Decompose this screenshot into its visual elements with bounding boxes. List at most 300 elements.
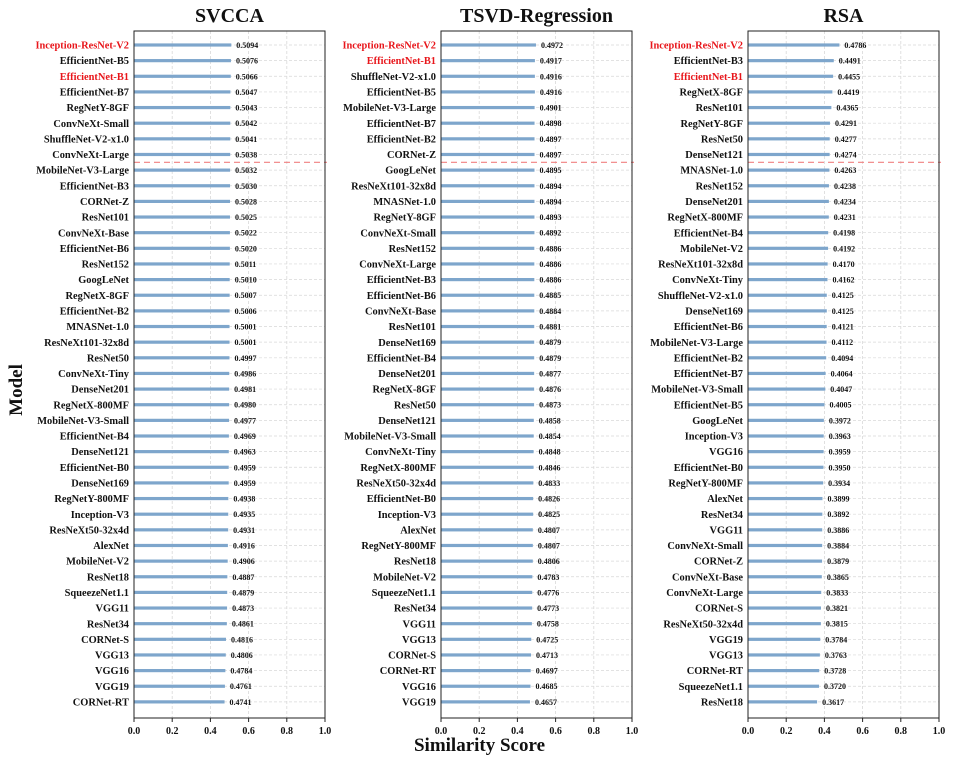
rsa-value-label: 0.4231	[833, 213, 856, 223]
rsa-value-label: 0.4238	[833, 181, 856, 191]
tsvd-regression-category-label: CORNet-RT	[379, 666, 436, 678]
rsa-category-label: ResNet34	[700, 509, 743, 521]
rsa-category-label: DenseNet169	[685, 306, 743, 318]
svcca-category-label: ConvNeXt-Tiny	[58, 369, 129, 381]
tsvd-regression-bar-resnet18	[441, 560, 533, 563]
tsvd-regression-value-label: 0.4833	[538, 478, 561, 488]
tsvd-regression-bar-vgg16	[441, 685, 530, 688]
tsvd-regression-bar-regnetx-800mf	[441, 466, 534, 469]
svcca-bar-convnext-small	[134, 122, 230, 125]
rsa-xtick-label: 0.4	[818, 726, 831, 737]
tsvd-regression-bar-mnasnet-1-0	[441, 200, 534, 203]
svcca-category-label: DenseNet169	[71, 478, 129, 490]
tsvd-regression-category-label: SqueezeNet1.1	[371, 588, 436, 599]
tsvd-regression-category-label: MobileNet-V3-Small	[344, 431, 436, 443]
tsvd-regression-value-label: 0.4972	[540, 41, 563, 50]
y-axis-label	[4, 320, 30, 460]
tsvd-regression-value-label: 0.4892	[539, 228, 562, 238]
rsa-category-label: AlexNet	[707, 494, 743, 506]
svcca-bar-cornet-s	[134, 638, 226, 641]
tsvd-regression-category-label: ResNeXt50-32x4d	[356, 478, 436, 490]
rsa-category-label: RegNetX-8GF	[679, 87, 743, 99]
svcca-bar-densenet201	[134, 387, 229, 390]
tsvd-regression-category-label: ResNet152	[388, 243, 436, 255]
svcca-category-label: ResNeXt50-32x4d	[49, 525, 129, 537]
rsa-bar-cornet-z	[748, 560, 822, 563]
svcca-value-label: 0.4959	[233, 478, 256, 488]
svcca-value-label: 0.4981	[234, 385, 257, 395]
tsvd-regression-category-label: Inception-V3	[377, 509, 436, 521]
svcca-bar-inception-v3	[134, 513, 228, 516]
svcca-category-label: CORNet-RT	[72, 697, 129, 709]
tsvd-regression-value-label: 0.4901	[539, 103, 562, 113]
svcca-title: SVCCA	[195, 5, 264, 27]
svcca-value-label: 0.5032	[235, 166, 258, 176]
tsvd-regression-bar-efficientnet-b2	[441, 137, 535, 140]
svcca-category-label: EfficientNet-B5	[59, 56, 129, 68]
tsvd-regression-value-label: 0.4897	[539, 150, 562, 160]
rsa-bar-densenet121	[748, 153, 830, 156]
svcca-category-label: CORNet-Z	[79, 197, 129, 208]
tsvd-regression-category-label: ConvNeXt-Base	[365, 306, 436, 318]
tsvd-regression-bar-regnety-800mf	[441, 544, 533, 547]
tsvd-regression-bar-densenet201	[441, 372, 534, 375]
rsa-value-label: 0.3821	[825, 604, 848, 614]
svcca-bar-shufflenet-v2-x1-0	[134, 137, 230, 140]
rsa-category-label: RegNetX-800MF	[667, 212, 743, 224]
tsvd-regression-xtick-label: 0.8	[587, 726, 601, 737]
rsa-value-label: 0.3763	[824, 650, 847, 660]
tsvd-regression-bar-vgg11	[441, 622, 532, 625]
tsvd-regression-bar-efficientnet-b7	[441, 122, 535, 125]
svcca-category-label: ConvNeXt-Small	[53, 118, 129, 130]
svcca-bar-inception-resnet-v2	[134, 43, 231, 46]
tsvd-regression-bar-densenet169	[441, 341, 534, 344]
tsvd-regression-bar-squeezenet1-1	[441, 591, 532, 594]
rsa-category-label: VGG11	[709, 525, 743, 537]
rsa-bar-squeezenet1-1	[748, 685, 819, 688]
rsa-value-label: 0.3728	[824, 666, 847, 676]
rsa-value-label: 0.4277	[834, 134, 857, 144]
svcca-value-label: 0.4761	[229, 682, 252, 692]
svcca-category-label: ResNet34	[86, 619, 129, 631]
svcca-category-label: MobileNet-V3-Small	[37, 415, 129, 427]
svcca-value-label: 0.4861	[231, 619, 254, 629]
svcca-bar-alexnet	[134, 544, 228, 547]
svcca-value-label: 0.4969	[233, 432, 256, 441]
rsa-value-label: 0.4094	[831, 353, 854, 363]
rsa-category-label: ConvNeXt-Large	[666, 588, 743, 599]
tsvd-regression-value-label: 0.4858	[538, 416, 561, 426]
svcca-category-label: ConvNeXt-Base	[58, 228, 129, 240]
tsvd-regression-bar-resnext101-32x8d	[441, 184, 534, 187]
rsa-value-label: 0.3886	[827, 525, 850, 535]
rsa-category-label: EfficientNet-B5	[673, 400, 743, 412]
tsvd-regression-category-label: EfficientNet-B1	[366, 56, 436, 68]
svcca-bar-googlenet	[134, 278, 230, 281]
rsa-bar-resnet50	[748, 137, 830, 140]
rsa-value-label: 0.4263	[834, 166, 857, 176]
tsvd-regression-value-label: 0.4773	[537, 604, 560, 614]
rsa-category-label: ResNet18	[700, 697, 743, 709]
svcca-value-label: 0.4906	[232, 557, 255, 567]
rsa-category-label: VGG16	[708, 447, 743, 459]
rsa-bar-resnet152	[748, 184, 829, 187]
svcca-value-label: 0.4980	[234, 400, 257, 410]
rsa-bar-vgg19	[748, 638, 820, 641]
rsa-bar-inception-resnet-v2	[748, 43, 839, 46]
svcca-bar-convnext-large	[134, 153, 230, 156]
svcca-bar-efficientnet-b0	[134, 466, 229, 469]
tsvd-regression-category-label: ConvNeXt-Tiny	[365, 447, 436, 459]
rsa-title: RSA	[823, 5, 864, 27]
tsvd-regression-value-label: 0.4916	[539, 87, 562, 97]
svcca-bar-resnet152	[134, 262, 230, 265]
tsvd-regression-bar-alexnet	[441, 528, 533, 531]
rsa-bar-efficientnet-b0	[748, 466, 823, 469]
rsa-xtick-label: 0.6	[856, 726, 869, 737]
svcca-category-label: Inception-V3	[70, 509, 129, 521]
tsvd-regression-category-label: VGG16	[401, 681, 436, 693]
svcca-value-label: 0.5020	[234, 244, 257, 254]
svcca-bar-resnext50-32x4d	[134, 528, 228, 531]
rsa-bar-densenet201	[748, 200, 829, 203]
rsa-category-label: EfficientNet-B4	[673, 228, 743, 240]
tsvd-regression-category-label: CORNet-S	[388, 650, 436, 662]
rsa-value-label: 0.3950	[828, 463, 851, 473]
tsvd-regression-bar-efficientnet-b4	[441, 356, 534, 359]
svcca-value-label: 0.5030	[235, 181, 258, 191]
rsa-category-label: ConvNeXt-Tiny	[672, 275, 743, 287]
rsa-bar-vgg13	[748, 653, 820, 656]
rsa-value-label: 0.4192	[833, 244, 856, 254]
rsa-category-label: DenseNet201	[685, 197, 743, 208]
tsvd-regression-category-label: RegNetY-8GF	[373, 212, 436, 224]
rsa-category-label: ShuffleNet-V2-x1.0	[657, 290, 743, 302]
svcca-value-label: 0.5042	[235, 119, 258, 129]
rsa-value-label: 0.4125	[831, 306, 854, 316]
svcca-category-label: MobileNet-V2	[66, 556, 129, 568]
rsa-category-label: MobileNet-V2	[680, 243, 743, 255]
rsa-bar-inception-v3	[748, 434, 824, 437]
svcca-category-label: ResNet18	[86, 572, 129, 584]
tsvd-regression-value-label: 0.4881	[539, 322, 562, 332]
tsvd-regression-value-label: 0.4886	[539, 275, 562, 285]
svcca-category-label: ConvNeXt-Large	[52, 150, 129, 162]
rsa-bar-regnetx-8gf	[748, 90, 832, 93]
rsa-value-label: 0.4047	[830, 385, 853, 395]
rsa-value-label: 0.3617	[822, 697, 845, 707]
tsvd-regression-category-label: AlexNet	[400, 525, 436, 537]
svcca-category-label: RegNetX-8GF	[65, 290, 129, 302]
svcca-bar-efficientnet-b3	[134, 184, 230, 187]
svcca-value-label: 0.5066	[235, 72, 258, 82]
svcca-value-label: 0.5047	[235, 87, 258, 97]
svcca-value-label: 0.4741	[229, 697, 252, 707]
svcca-category-label: EfficientNet-B7	[59, 87, 129, 99]
svcca-category-label: ResNet50	[86, 353, 129, 365]
rsa-bar-efficientnet-b7	[748, 372, 826, 375]
tsvd-regression-value-label: 0.4916	[539, 72, 562, 82]
svcca-value-label: 0.4784	[230, 666, 253, 676]
svcca-value-label: 0.5001	[234, 338, 257, 348]
tsvd-regression-value-label: 0.4895	[539, 166, 562, 176]
svcca-value-label: 0.5043	[235, 103, 258, 113]
rsa-value-label: 0.4274	[834, 150, 857, 160]
svcca-category-label: VGG13	[94, 650, 129, 662]
y-axis-label-text: Model	[6, 364, 27, 416]
tsvd-regression-category-label: Inception-ResNet-V2	[342, 40, 436, 52]
rsa-xtick-label: 0.0	[741, 726, 755, 737]
rsa-value-label: 0.3833	[826, 588, 849, 598]
tsvd-regression-bar-efficientnet-b5	[441, 90, 535, 93]
x-axis-label: Similarity Score	[413, 735, 546, 756]
svcca-category-label: RegNetY-8GF	[66, 103, 129, 115]
tsvd-regression-category-label: MNASNet-1.0	[373, 197, 436, 208]
svcca-bar-resnet18	[134, 575, 227, 578]
svcca-xtick-label: 0.2	[165, 726, 179, 737]
tsvd-regression-value-label: 0.4893	[539, 213, 562, 223]
tsvd-regression-value-label: 0.4776	[537, 588, 560, 598]
rsa-value-label: 0.4162	[832, 275, 855, 285]
tsvd-regression-title: TSVD-Regression	[460, 5, 613, 27]
tsvd-regression-bar-resnet50	[441, 403, 534, 406]
tsvd-regression-bar-resnet34	[441, 606, 532, 609]
svcca-bar-densenet169	[134, 481, 229, 484]
rsa-category-label: ResNet50	[700, 134, 743, 146]
tsvd-regression-value-label: 0.4885	[539, 291, 562, 301]
rsa-bar-convnext-small	[748, 544, 822, 547]
tsvd-regression-xtick-label: 0.2	[472, 726, 486, 737]
rsa-xtick-label: 0.2	[779, 726, 793, 737]
rsa-category-label: DenseNet121	[685, 150, 743, 162]
svcca-bar-mobilenet-v3-large	[134, 169, 230, 172]
svcca-bar-mobilenet-v3-small	[134, 419, 229, 422]
rsa-bar-resnet18	[748, 700, 817, 703]
tsvd-regression-value-label: 0.4657	[534, 697, 557, 707]
svcca-bar-efficientnet-b5	[134, 59, 231, 62]
svcca-bar-cornet-z	[134, 200, 230, 203]
svcca-category-label: CORNet-S	[81, 634, 129, 646]
rsa-category-label: EfficientNet-B7	[673, 369, 743, 381]
rsa-category-label: RegNetY-800MF	[668, 478, 743, 490]
tsvd-regression-value-label: 0.4854	[538, 432, 561, 441]
tsvd-regression-bar-convnext-small	[441, 231, 534, 234]
tsvd-regression-category-label: VGG11	[402, 619, 436, 631]
tsvd-regression-bar-efficientnet-b3	[441, 278, 534, 281]
svcca-value-label: 0.4873	[232, 604, 255, 614]
tsvd-regression-bar-regnetx-8gf	[441, 387, 534, 390]
tsvd-regression-value-label: 0.4807	[537, 541, 560, 551]
rsa-category-label: SqueezeNet1.1	[678, 681, 743, 693]
rsa-value-label: 0.4291	[834, 119, 857, 129]
rsa-bar-cornet-rt	[748, 669, 819, 672]
tsvd-regression-value-label: 0.4897	[539, 134, 562, 144]
rsa-category-label: EfficientNet-B3	[673, 56, 743, 68]
svcca-bar-mnasnet-1-0	[134, 325, 230, 328]
tsvd-regression-category-label: EfficientNet-B0	[366, 494, 436, 506]
svcca-bar-resnet50	[134, 356, 229, 359]
svcca-category-label: SqueezeNet1.1	[64, 588, 129, 599]
tsvd-regression-value-label: 0.4894	[539, 181, 562, 191]
tsvd-regression-value-label: 0.4886	[539, 244, 562, 254]
svcca-value-label: 0.5094	[236, 41, 259, 50]
rsa-value-label: 0.4455	[838, 72, 861, 82]
svcca-value-label: 0.5007	[234, 291, 257, 301]
tsvd-regression-value-label: 0.4894	[539, 197, 562, 207]
tsvd-regression-category-label: DenseNet169	[378, 337, 436, 349]
svcca-category-label: MobileNet-V3-Large	[36, 165, 129, 177]
rsa-category-label: CORNet-S	[695, 603, 743, 615]
tsvd-regression-category-label: EfficientNet-B5	[366, 87, 436, 99]
tsvd-regression-value-label: 0.4884	[539, 306, 562, 316]
svcca-bar-efficientnet-b2	[134, 309, 230, 312]
tsvd-regression-value-label: 0.4725	[536, 635, 559, 645]
tsvd-regression-value-label: 0.4825	[538, 510, 561, 520]
tsvd-regression-category-label: EfficientNet-B2	[366, 134, 436, 146]
svcca-value-label: 0.5028	[235, 197, 258, 207]
rsa-category-label: Inception-ResNet-V2	[649, 40, 743, 52]
rsa-bar-resnext50-32x4d	[748, 622, 821, 625]
rsa-category-label: EfficientNet-B1	[673, 71, 743, 83]
svcca-bar-squeezenet1-1	[134, 591, 227, 594]
tsvd-regression-category-label: ConvNeXt-Small	[360, 228, 436, 240]
tsvd-regression-bar-resnet152	[441, 247, 534, 250]
rsa-value-label: 0.4786	[844, 41, 867, 50]
tsvd-regression-category-label: MobileNet-V3-Large	[343, 103, 436, 115]
rsa-bar-regnety-800mf	[748, 481, 823, 484]
svcca-category-label: EfficientNet-B1	[59, 71, 129, 83]
rsa-bar-regnetx-800mf	[748, 215, 829, 218]
rsa-bar-mobilenet-v2	[748, 247, 828, 250]
svcca-category-label: VGG16	[94, 666, 129, 678]
svcca-xtick-label: 0.4	[204, 726, 217, 737]
svcca-bar-regnety-8gf	[134, 106, 230, 109]
tsvd-regression-value-label: 0.4697	[535, 666, 558, 676]
tsvd-regression-bar-inception-resnet-v2	[441, 43, 536, 46]
svcca-value-label: 0.5006	[234, 306, 257, 316]
svcca-category-label: EfficientNet-B0	[59, 462, 129, 474]
rsa-value-label: 0.3815	[825, 619, 848, 629]
tsvd-regression-value-label: 0.4848	[538, 447, 561, 457]
tsvd-regression-value-label: 0.4758	[536, 619, 559, 629]
rsa-value-label: 0.3899	[827, 494, 850, 504]
svcca-xtick-label: 0.0	[127, 726, 141, 737]
tsvd-regression-value-label: 0.4826	[538, 494, 561, 504]
rsa-value-label: 0.3884	[827, 541, 850, 551]
tsvd-regression-category-label: ResNeXt101-32x8d	[351, 181, 436, 193]
tsvd-regression-xtick-label: 0.6	[549, 726, 562, 737]
tsvd-regression-category-label: EfficientNet-B3	[366, 275, 436, 287]
rsa-category-label: MNASNet-1.0	[680, 165, 743, 177]
svcca-bar-regnetx-8gf	[134, 294, 230, 297]
svcca-bar-efficientnet-b1	[134, 75, 231, 78]
rsa-category-label: VGG13	[708, 650, 743, 662]
rsa-value-label: 0.4121	[831, 322, 854, 332]
svcca-bar-densenet121	[134, 450, 229, 453]
rsa-category-label: CORNet-RT	[686, 666, 743, 678]
rsa-category-label: GoogLeNet	[692, 415, 743, 427]
svcca-category-label: DenseNet121	[71, 447, 129, 459]
svcca-category-label: EfficientNet-B2	[59, 306, 129, 318]
tsvd-regression-value-label: 0.4879	[539, 338, 562, 348]
tsvd-regression-xtick-label: 0.0	[434, 726, 448, 737]
tsvd-regression-category-label: ResNet50	[393, 400, 436, 412]
rsa-value-label: 0.4419	[837, 87, 860, 97]
rsa-category-label: EfficientNet-B6	[673, 322, 743, 334]
svcca-bar-regnetx-800mf	[134, 403, 229, 406]
svcca-bar-cornet-rt	[134, 700, 225, 703]
svcca-bar-mobilenet-v2	[134, 560, 228, 563]
tsvd-regression-bar-vgg13	[441, 638, 531, 641]
rsa-category-label: CORNet-Z	[693, 556, 743, 568]
svcca-value-label: 0.4959	[233, 463, 256, 473]
tsvd-regression-category-label: VGG13	[401, 634, 436, 646]
tsvd-regression-category-label: GoogLeNet	[385, 165, 436, 177]
svcca-bar-vgg16	[134, 669, 225, 672]
tsvd-regression-bar-efficientnet-b0	[441, 497, 533, 500]
rsa-value-label: 0.3865	[826, 572, 849, 582]
svcca-value-label: 0.4997	[234, 353, 257, 363]
rsa-bar-convnext-tiny	[748, 278, 827, 281]
tsvd-regression-value-label: 0.4685	[535, 682, 558, 692]
tsvd-regression-value-label: 0.4807	[537, 525, 560, 535]
svcca-bar-resnext101-32x8d	[134, 341, 230, 344]
tsvd-regression-bar-regnety-8gf	[441, 215, 534, 218]
rsa-value-label: 0.4170	[832, 259, 855, 269]
tsvd-regression-category-label: ShuffleNet-V2-x1.0	[350, 71, 436, 83]
svcca-bar-efficientnet-b4	[134, 434, 229, 437]
tsvd-regression-category-label: RegNetX-8GF	[372, 384, 436, 396]
svcca-bar-vgg13	[134, 653, 226, 656]
svcca-value-label: 0.5010	[234, 275, 257, 285]
svcca-category-label: ShuffleNet-V2-x1.0	[43, 134, 129, 146]
tsvd-regression-xtick-label: 0.4	[511, 726, 524, 737]
tsvd-regression-category-label: RegNetX-800MF	[360, 462, 436, 474]
tsvd-regression-xtick-label: 1.0	[625, 726, 639, 737]
rsa-bar-resnet34	[748, 513, 822, 516]
tsvd-regression-category-label: ResNet101	[388, 322, 436, 334]
svcca-value-label: 0.5025	[234, 213, 257, 223]
tsvd-regression-bar-vgg19	[441, 700, 530, 703]
svcca-value-label: 0.4879	[232, 588, 255, 598]
tsvd-regression-value-label: 0.4876	[539, 385, 562, 395]
svcca-category-label: EfficientNet-B4	[59, 431, 129, 443]
tsvd-regression-bar-efficientnet-b1	[441, 59, 535, 62]
svcca-category-label: VGG11	[95, 603, 129, 615]
svcca-value-label: 0.5001	[234, 322, 257, 332]
tsvd-regression-category-label: DenseNet121	[378, 415, 436, 427]
rsa-bar-convnext-base	[748, 575, 822, 578]
svcca-value-label: 0.4916	[232, 541, 255, 551]
rsa-value-label: 0.4365	[836, 103, 859, 113]
tsvd-regression-bar-convnext-large	[441, 262, 534, 265]
rsa-value-label: 0.4125	[831, 291, 854, 301]
tsvd-regression-bar-mobilenet-v2	[441, 575, 532, 578]
rsa-bar-mobilenet-v3-small	[748, 387, 825, 390]
svcca-bar-efficientnet-b7	[134, 90, 230, 93]
svcca-category-label: GoogLeNet	[78, 275, 129, 287]
tsvd-regression-category-label: RegNetY-800MF	[361, 541, 436, 553]
rsa-value-label: 0.4491	[838, 56, 861, 66]
tsvd-regression-bar-cornet-z	[441, 153, 535, 156]
rsa-value-label: 0.3879	[827, 557, 850, 567]
tsvd-regression-bar-mobilenet-v3-small	[441, 434, 534, 437]
rsa-value-label: 0.4064	[830, 369, 853, 379]
svcca-category-label: DenseNet201	[71, 384, 129, 396]
rsa-category-label: ConvNeXt-Small	[667, 541, 743, 553]
rsa-category-label: ResNet101	[695, 103, 743, 115]
